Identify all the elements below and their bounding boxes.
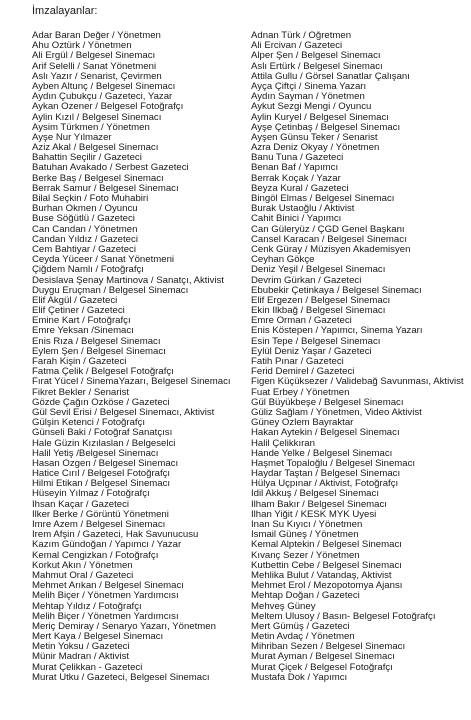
signatory-entry: Emre Orman / Gazeteci (251, 316, 352, 327)
signatory-entry: Aykut Sezgi Mengi / Oyuncu (251, 102, 372, 113)
signatory-entry: Benan Baf / Yapımcı (251, 163, 339, 174)
signatory-entry: İlhan Yiğit / KESK MYK Üyesi (251, 509, 377, 520)
signatory-entry: Adar Baran Değer / Yönetmen (32, 31, 161, 41)
signatory-entry: Devrim Gürkan / Gazeteci (251, 275, 362, 286)
signatory-entry: Gülşin Ketenci / Fotoğrafçı (32, 418, 146, 429)
signatory-entry: İhsan Kaçar / Gazeteci (32, 499, 130, 510)
signatory-entry: Hülya Üçpınar / Aktivist, Fotoğrafçı (251, 479, 399, 490)
signatory-entry: Kıvanç Sezer / Yönetmen (251, 550, 360, 561)
signatory-entry: Emre Yeksan /Sinemacı (32, 326, 134, 337)
signatory-entry: Mihriban Sezen / Belgesel Sinemacı (251, 642, 406, 653)
signatory-entry: Ayşe Nur Yılmazer (32, 132, 112, 143)
signatory-entry: Batuhan Avakado / Serbest Gazeteci (32, 163, 189, 174)
signatory-entry: Can Candan / Yönetmen (32, 224, 138, 235)
signatory-entry: Adnan Türk / Öğretmen (251, 31, 352, 41)
signatories-left-column (32, 31, 244, 683)
signatory-entry: Aydın Çubukçu / Gazeteci, Yazar (32, 92, 173, 103)
signatory-entry: Enis Köstepen / Yapımcı, Sinema Yazarı (251, 326, 423, 337)
signatory-entry: Ayşe Çetinbaş / Belgesel Sinemacı (251, 122, 401, 133)
signatory-entry: Deniz Yeşil / Belgesel Sinemacı (251, 265, 386, 276)
signatory-entry: Murat Çelikkan - Gazeteci (32, 662, 143, 673)
signatory-entry: İlker Berke / Görüntü Yönetmeni (32, 509, 169, 520)
signatory-entry: Ebubekir Çetinkaya / Belgesel Sinemacı (251, 285, 422, 296)
signatory-entry: Beyza Kural / Gazeteci (251, 183, 349, 194)
signatory-entry: İdil Akkuş / Belgesel Sinemacı (251, 489, 379, 500)
signatory-entry: Hilmi Etikan / Belgesel Sinemacı (32, 479, 171, 490)
signatory-entry: Aykan Özener / Belgesel Fotoğrafçı (32, 102, 184, 113)
signatory-entry: Metin Yoksu / Gazeteci (32, 642, 130, 653)
signatory-entry: Eylem Şen / Belgesel Sinemacı (32, 346, 166, 357)
signatory-entry: Cansel Karacan / Belgesel Sinemacı (251, 234, 407, 245)
signatory-entry: Ayşen Günsu Teker / Senarist (251, 132, 378, 143)
signatory-entry: Cenk Güray / Müzisyen Akademisyen (251, 244, 411, 255)
signatory-entry: Murat Çiçek / Belgesel Fotoğrafçı (251, 662, 393, 673)
signatory-entry: Enis Rıza / Belgesel Sinemacı (32, 336, 161, 347)
signatory-entry: Esin Tepe / Belgesel Sinemacı (251, 336, 381, 347)
signatory-entry: Ali Ercivan / Gazeteci (251, 41, 343, 52)
signatory-entry: İnan Su Kıyıcı / Yönetmen (251, 520, 363, 530)
signatory-entry: Melih Biçer / Yönetmen Yardımcısı (32, 591, 179, 602)
signatory-entry: Banu Tuna / Gazeteci (251, 153, 344, 164)
signatory-entry: Ceyhan Gökçe (251, 255, 315, 266)
signatory-entry: Duygu Eruçman / Belgesel Sinemacı (32, 285, 189, 296)
signatory-entry: Emine Kart / Fotoğrafçı (32, 316, 131, 327)
signatory-entry: Berrak Samur / Belgesel Sinemacı (32, 183, 179, 194)
signatory-entry: Hakan Aytekin / Belgesel Sinemacı (251, 428, 400, 439)
signatory-entry: Güney Özlem Bayraktar (251, 418, 354, 429)
signatory-entry: Elif Akgül / Gazeteci (32, 295, 118, 306)
signatory-entry: Mustafa Dok / Yapımcı (251, 672, 348, 683)
signatory-entry: Bingöl Elmas / Belgesel Sinemacı (251, 194, 395, 204)
signatory-entry: Can Güleryüz / ÇGD Genel Başkanı (251, 224, 405, 235)
signatory-entry: Burhan Ökmen / Oyuncu (32, 204, 138, 215)
signatory-entry: Hande Yelke / Belgesel Sinemacı (251, 448, 393, 459)
signatory-entry: Hasan Özgen / Belgesel Sinemacı (32, 458, 179, 469)
signatory-entry: Attila Gullu / Görsel Sanatlar Çalışanı (251, 71, 410, 82)
signatory-entry: Gül Sevil Erisi / Belgesel Sinemacı, Aktivist (32, 407, 215, 418)
signatory-entry: Figen Küçüksezer / Validebağ Savunması, Aktivist (251, 377, 464, 388)
signatory-entry: Ali Ergül / Belgesel Sinemacı (32, 51, 156, 62)
signatory-entry: Kemal Cengizkan / Fotoğrafçı (32, 550, 159, 561)
signatory-entry: İsmail Güneş / Yönetmen (251, 530, 359, 541)
signatory-entry: Haydar Taştan / Belgesel Sinemacı (251, 469, 401, 480)
signatory-entry: Mehmet Erol / Mezopotomya Ajansı (251, 581, 403, 592)
signatory-entry: Ayça Çiftçi / Sinema Yazarı (251, 81, 367, 92)
signatory-entry: Fuat Erbey / Yönetmen (251, 387, 350, 398)
signatory-entry: Fırat Yücel / SinemaYazarı, Belgesel Sinemacı (32, 377, 231, 388)
signatory-entry: Haşmet Topaloğlu / Belgesel Sinemacı (251, 458, 416, 469)
signatory-entry: Eylül Deniz Yaşar / Gazeteci (251, 346, 372, 357)
signatory-entry: Meriç Demiray / Senaryo Yazarı, Yönetmen (32, 621, 216, 632)
signatory-entry: Ayben Altunç / Belgesel Sinemacı (32, 81, 176, 92)
signatory-entry: Mert Gümüş / Gazeteci (251, 621, 350, 632)
signatory-entry: Arif Selelli / Sanat Yönetmeni (32, 61, 157, 72)
signatory-entry: Mehtap Yıldız / Fotoğrafçı (32, 601, 142, 612)
signatory-entry: Ekin İlkbağ / Belgesel Sinemacı (251, 306, 386, 317)
signatory-entry: Çiğdem Namlı / Fotoğrafçı (32, 265, 144, 276)
signatory-entry: Berke Baş / Belgesel Sinemacı (32, 173, 164, 184)
signatory-entry: İlham Bakır / Belgesel Sinemacı (251, 499, 387, 510)
signatory-entry: Kutbettin Cebe / Belgesel Sinemacı (251, 560, 402, 571)
signatory-entry: Meltem Ulusoy / Basın- Belgesel Fotoğrafçı (251, 611, 436, 622)
signatory-entry: Cahit Binici / Yapımcı (251, 214, 342, 225)
signatory-entry: Candan Yıldız / Gazeteci (32, 234, 138, 245)
signatory-entry: Elif Ergezen / Belgesel Sinemacı (251, 295, 391, 306)
signatory-entry: Hüseyin Yılmaz / Fotoğrafçı (32, 489, 150, 500)
signatory-entry: Kemal Alptekin / Belgesel Sinemacı (251, 540, 402, 551)
signatory-entry: Gül Büyükbeşe / Belgesel Sinemacı (251, 397, 404, 408)
signatory-entry: Aylin Kuryel / Belgesel Sinemacı (251, 112, 389, 123)
signatory-entry: Güliz Sağlam / Yönetmen, Video Aktivist (251, 407, 422, 418)
signatory-entry: Aziz Akal / Belgesel Sinemacı (32, 143, 159, 154)
signatory-entry: Hale Güzin Kızılaslan / Belgeselci (32, 438, 176, 449)
signatory-entry: Metin Avdaç / Yönetmen (251, 632, 355, 643)
signatory-entry: Ferid Demirel / Gazeteci (251, 367, 355, 378)
signatory-entry: Burak Ustaoğlu / Aktivist (251, 204, 355, 215)
signatory-entry: Mert Kaya / Belgesel Sinemacı (32, 632, 164, 643)
signatory-entry: Berrak Koçak / Yazar (251, 173, 341, 184)
signatory-entry: Fatma Çelik / Belgesel Fotoğrafçı (32, 367, 174, 378)
signatories-heading: İmzalayanlar: (32, 5, 98, 17)
signatory-entry: Alper Şen / Belgesel Sinemacı (251, 51, 381, 62)
signatory-entry: Ahu Öztürk / Yönetmen (32, 41, 132, 52)
signatory-entry: Buse Söğütlü / Gazeteci (32, 214, 135, 225)
signatory-entry: Hatice Cırıl / Belgesel Fotoğrafçı (32, 469, 171, 480)
signatory-entry: Elif Çetiner / Gazeteci (32, 306, 125, 317)
signatory-entry: Gözde Çağın Özköse / Gazeteci (32, 397, 170, 408)
signatory-entry: Melih Biçer / Yönetmen Yardımcısı (32, 611, 179, 622)
signatory-entry: Bilal Seçkin / Foto Muhabiri (32, 194, 149, 204)
signatory-entry: Mehtap Doğan / Gazeteci (251, 591, 360, 602)
signatory-entry: Desislava Şenay Martinova / Sanatçı, Aktivist (32, 275, 224, 286)
signatory-entry: İrem Afşin / Gazeteci, Hak Savunucusu (32, 530, 199, 541)
signatory-entry: Bahattin Seçilir / Gazeteci (32, 153, 142, 164)
signatory-entry: Fatih Pınar / Gazeteci (251, 357, 344, 367)
signatory-entry: Farah Kişin / Gazeteci (32, 357, 127, 367)
signatory-entry: Murat Ayman / Belgesel Sinemacı (251, 652, 395, 663)
signatory-entry: Cem Bahtiyar / Gazeteci (32, 244, 136, 255)
signatory-entry: Mehveş Güney (251, 601, 316, 612)
signatory-entry: Azra Deniz Okyay / Yönetmen (251, 143, 380, 154)
signatory-entry: Murat Utku / Gazeteci, Belgesel Sinemacı (32, 672, 210, 683)
signatory-entry: Aydın Sayman / Yönetmen (251, 92, 365, 103)
signatory-entry: İmre Azem / Belgesel Sinemacı (32, 520, 166, 530)
signatory-entry: Korkut Akın / Yönetmen (32, 560, 133, 571)
signatories-right-column (251, 31, 469, 683)
signatory-entry: Münir Madran / Aktivist (32, 652, 130, 663)
signatory-entry: Mehlika Bulut / Vatandaş, Aktivist (251, 570, 392, 581)
signatory-entry: Kazım Gündoğan / Yapımcı / Yazar (32, 540, 182, 551)
signatory-entry: Ceyda Yüceer / Sanat Yönetmeni (32, 255, 175, 266)
signatory-entry: Aslı Yazır / Senarist, Çevirmen (32, 71, 162, 82)
signatory-entry: Halil Yetiş /Belgesel Sinemacı (32, 448, 159, 459)
signatory-entry: Günseli Baki / Fotoğraf Sanatçısı (32, 428, 173, 439)
signatory-entry: Aysim Türkmen / Yönetmen (32, 122, 150, 133)
signatory-entry: Halil Çelikkıran (251, 438, 315, 449)
signatory-entry: Aylin Kızıl / Belgesel Sinemacı (32, 112, 162, 123)
signatory-entry: Mahmut Oral / Gazeteci (32, 570, 134, 581)
signatory-entry: Fikret Bekler / Senarist (32, 387, 130, 398)
signatory-entry: Mehmet Arıkan / Belgesel Sinemacı (32, 581, 184, 592)
signatory-entry: Aslı Ertürk / Belgesel Sinemacı (251, 61, 383, 72)
